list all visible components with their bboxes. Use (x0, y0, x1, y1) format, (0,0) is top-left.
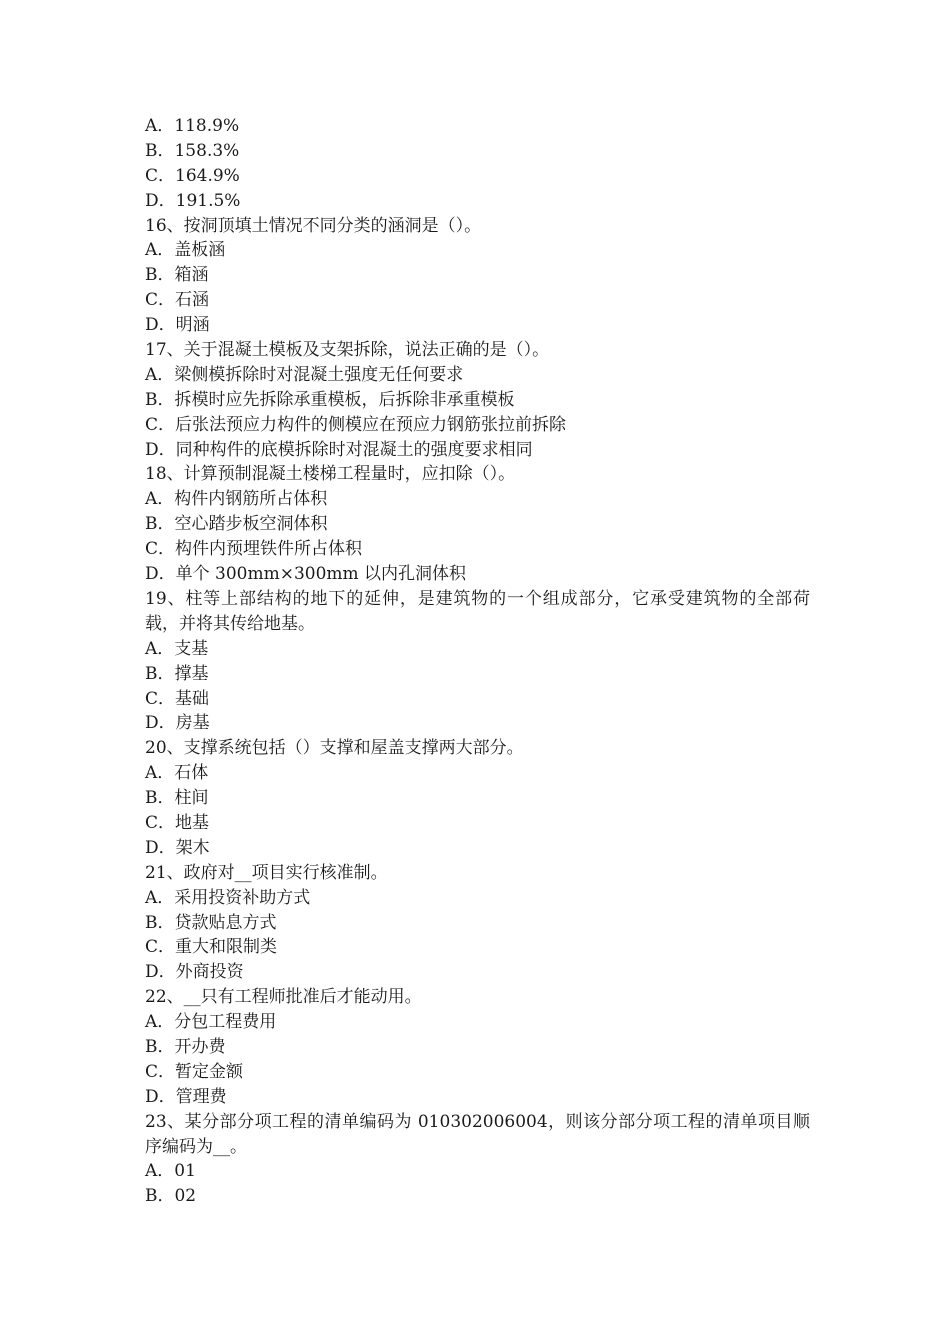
option-line: C．后张法预应力构件的侧模应在预应力钢筋张拉前拆除 (145, 414, 567, 435)
option-line: C．基础 (145, 688, 210, 709)
question-16: 16、按洞顶填土情况不同分类的涵洞是（）。 (145, 215, 482, 236)
option-line: A．118.9% (145, 116, 240, 136)
option-line: D．191.5% (145, 190, 241, 211)
option-line: B．贷款贴息方式 (145, 912, 277, 933)
option-line: C．重大和限制类 (145, 937, 278, 958)
option-line: A．石体 (145, 763, 209, 784)
option-line: D．管理费 (145, 1086, 227, 1107)
question-20: 20、支撑系统包括（）支撑和屋盖支撑两大部分。 (145, 738, 524, 759)
option-line: C．暂定金额 (145, 1061, 244, 1082)
question-22: 22、__只有工程师批准后才能动用。 (145, 987, 422, 1008)
option-line: A．盖板涵 (145, 240, 226, 261)
option-line: D．单个 300mm×300mm 以内孔洞体积 (145, 564, 467, 585)
option-line: B．箱涵 (145, 265, 209, 286)
option-line: C．构件内预埋铁件所占体积 (145, 539, 363, 560)
option-line: B．开办费 (145, 1036, 226, 1057)
option-line: A．构件内钢筋所占体积 (145, 489, 328, 510)
option-line: B．拆模时应先拆除承重模板，后拆除非承重模板 (145, 389, 515, 410)
option-line: D．外商投资 (145, 962, 244, 983)
option-line: B．158.3% (145, 140, 240, 161)
option-line: A．梁侧模拆除时对混凝土强度无任何要求 (145, 364, 464, 385)
question-21: 21、政府对__项目实行核准制。 (145, 862, 388, 883)
option-line: A．分包工程费用 (145, 1012, 277, 1033)
question-17: 17、关于混凝土模板及支架拆除，说法正确的是（）。 (145, 340, 550, 361)
option-line: D．架木 (145, 837, 210, 858)
option-line: A．采用投资补助方式 (145, 887, 311, 908)
option-line: C．164.9% (145, 165, 240, 186)
question-18: 18、计算预制混凝土楼梯工程量时，应扣除（）。 (145, 464, 516, 485)
option-line: C．地基 (145, 812, 210, 833)
option-line: B．空心踏步板空洞体积 (145, 514, 328, 535)
option-line: B．撑基 (145, 663, 209, 684)
question-23: 23、某分部分项工程的清单编码为 010302006004，则该分部分项工程的清单项目顺序编码为__。 (145, 1111, 810, 1157)
option-line: D．明涵 (145, 315, 210, 336)
option-line: D．房基 (145, 713, 210, 734)
question-19: 19、柱等上部结构的地下的延伸，是建筑物的一个组成部分，它承受建筑物的全部荷载，并将其传给地基。 (145, 588, 810, 634)
option-line: B．柱间 (145, 788, 209, 809)
option-line: A．支基 (145, 638, 209, 659)
document-body (145, 114, 810, 1209)
option-line: A．01 (145, 1161, 196, 1182)
option-line: C．石涵 (145, 290, 210, 311)
option-line: D．同种构件的底模拆除时对混凝土的强度要求相同 (145, 439, 533, 460)
option-line: B．02 (145, 1186, 197, 1207)
